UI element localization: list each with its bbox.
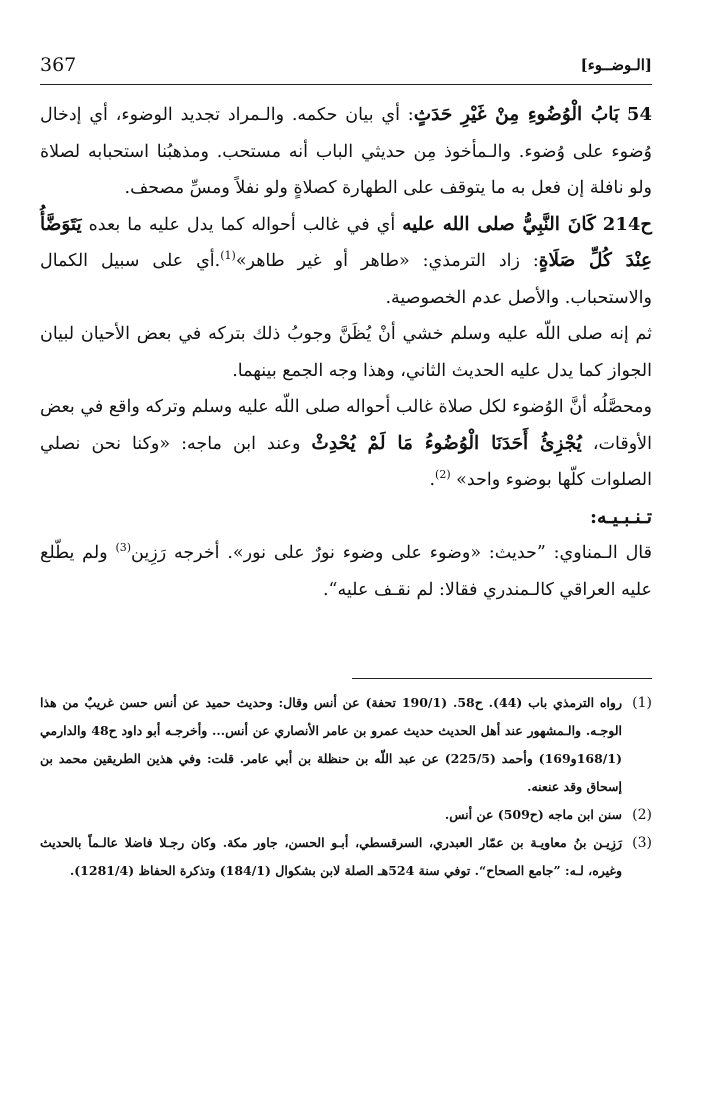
footnotes [40,689,652,885]
running-head: [الـوضــوء] [580,56,652,74]
paragraph-3: ثم إنه صلى اللّه عليه وسلم خشي أنْ يُظَنَّ وجوبُ ذلك بتركه في بعض الأحيان لبيان الجواز كما يدل عليه الحديث الثاني، وهذا وجه الجمع بينهما. [40,324,652,381]
page-header [40,48,652,85]
paragraph-text: : زاد الترمذي: «طاهر أو غير طاهر» [235,251,539,271]
chapter-number: 54 [626,104,652,125]
hadith-text: كَانَ النَّبِيُّ صلى الله عليه [402,213,596,235]
paragraph-text: : أي بيان حكمه. والـمراد تجديد الوضوء، أي إدخال وُضوء على وُضوء. والـمأخوذ مِن حديثي الباب أنه مستحب. ومذهبُنا استحبابه لصلاة ولو نافلة إن فعل به ما يتوقف على الطهارة كصلاةٍ ولو نفلاً ومسِّ مصحف. [40,105,652,198]
paragraph-hadith-214 [40,207,652,317]
footnote-label: (3) [632,835,652,851]
footnote-label: (1) [632,695,652,711]
paragraph-text: .أي على سبيل الكمال والاستحباب. والأصل عدم الخصوصية. [40,251,652,308]
footnote-3 [40,829,652,885]
book-page [40,48,652,1088]
hadith-number: ح214 [602,213,652,235]
chapter-title: بَابُ الْوُضُوءِ مِنْ غَيْرِ حَدَثٍ [413,104,620,125]
footnote-separator [352,678,652,679]
footnote-label: (2) [632,807,652,823]
paragraph-5 [40,535,652,608]
paragraph-4 [40,389,652,499]
tanbih-heading: تـنـبـيـه: [590,505,652,528]
page-body [40,97,652,608]
paragraph-chapter-54 [40,97,652,207]
footnote-ref[interactable]: (3) [115,541,132,555]
paragraph-text: وعند ابن ماجه: «وكنا نحن نصلي الصلوات كلّها بوضوء واحد» [40,433,652,490]
paragraph-text: ومحصَّلُه أنَّ الوُضوء لكل صلاة غالب أحواله صلى اللّه عليه وسلم وتركه واقع في بعض الأوقات، [40,397,652,454]
paragraph-text: أي في غالب أحواله كما يدل عليه ما بعده [81,214,403,235]
page-number: 367 [40,54,77,76]
paragraph-text: قال الـمناوي: ”حديث: «وضوء على وضوء نورٌ على نور». أخرجه رَزِين [131,543,653,563]
hadith-text: يُجْزِئُ أَحَدَنَا الْوُضُوءُ مَا لَمْ يُحْدِثْ [311,432,582,454]
footnote-1 [40,689,652,801]
footnote-text: رواه الترمذي باب (44). ح58. (190/1 تحفة) عن أنس وقال: وحديث حميد عن أنس حسن غريبٌ من هذا الوجـه. والـمشهور عند أهل الحديث حديث عمرو بن عامر الأنصاري عن أنس... وأخرجـه أبو داود ح48 والدارمي (168/1و169) وأحمد (225/5) عن عبد اللّه بن حنظلة بن أبي عامر. قلت: وفي هذين الطريقين محمد بن إسحاق وقد عنعنه. [40,695,623,794]
paragraph-text: ولم يطّلع عليه العراقي كالـمندري فقالا: لم نقـف عليه“. [40,543,652,600]
footnote-ref[interactable]: (1) [220,249,236,263]
paragraph-text: . [429,470,436,490]
footnote-2 [40,801,652,829]
footnote-text: سنن ابن ماجه (ح509) عن أنس. [444,807,622,822]
hadith-text: يَتَوَضَّأُ عِنْدَ كُلِّ صَلَاةٍ [40,213,652,271]
footnote-ref[interactable]: (2) [435,468,451,482]
footnote-text: رَزِيـن بنُ معاويـة بن عمّار العبدري، السرقسطي، أبـو الحسن، جاور مكة. وكان رجـلا فاضلا عالـماً بالحديث وغيره، لـه: ”جامع الصحاح“. توفي سنة 524هـ الصلة لابن بشكوال (184/1) وتذكرة الحفاظ (1281/4). [40,835,622,878]
